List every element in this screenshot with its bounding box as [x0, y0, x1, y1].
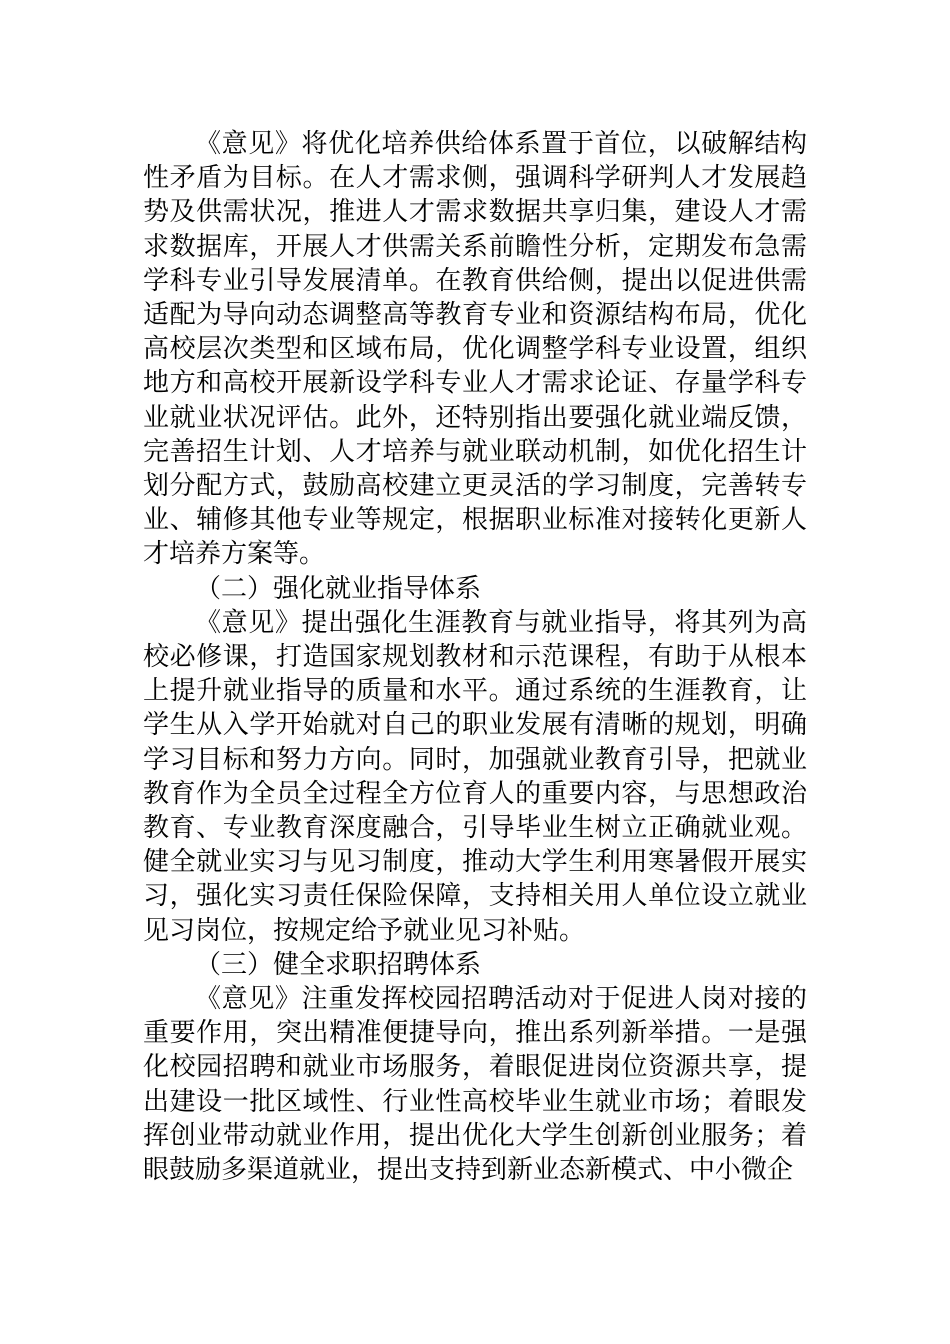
paragraph-optimize-training-supply: 《意见》将优化培养供给体系置于首位，以破解结构性矛盾为目标。在人才需求侧，强调科学研判人才发展趋势及供需状况，推进人才需求数据共享归集，建设人才需求数据库，开展人才供需关系前瞻性分析，定期发布急需学科专业引导发展清单。在教育供给侧，提出以促进供需适配为导向动态调整高等教育专业和资源结构布局，优化高校层次类型和区域布局，优化调整学科专业设置，组织地方和高校开展新设学科专业人才需求论证、存量学科专业就业状况评估。此外，还特别指出要强化就业端反馈，完善招生计划、人才培养与就业联动机制，如优化招生计划分配方式，鼓励高校建立更灵活的学习制度，完善转专业、辅修其他专业等规定，根据职业标准对接转化更新人才培养方案等。 [143, 129, 807, 570]
paragraph-job-recruitment: 《意见》注重发挥校园招聘活动对于促进人岗对接的重要作用，突出精准便捷导向，推出系列新举措。一是强化校园招聘和就业市场服务，着眼促进岗位资源共享，提出建设一批区域性、行业性高校毕业生就业市场；着眼发挥创业带动就业作用，提出优化大学生创新创业服务；着眼鼓励多渠道就业，提出支持到新业态新模式、中小微企 [143, 984, 807, 1186]
document-body [143, 127, 807, 1187]
section-heading-job-recruitment: （三）健全求职招聘体系 [195, 949, 482, 980]
paragraph-employment-guidance: 《意见》提出强化生涯教育与就业指导，将其列为高校必修课，打造国家规划教材和示范课程，有助于从根本上提升就业指导的质量和水平。通过系统的生涯教育，让学生从入学开始就对自己的职业发展有清晰的规划，明确学习目标和努力方向。同时，加强就业教育引导，把就业教育作为全员全过程全方位育人的重要内容，与思想政治教育、专业教育深度融合，引导毕业生树立正确就业观。健全就业实习与见习制度，推动大学生利用寒暑假开展实习，强化实习责任保险保障，支持相关用人单位设立就业见习岗位，按规定给予就业见习补贴。 [143, 607, 807, 946]
section-heading-employment-guidance: （二）强化就业指导体系 [195, 573, 482, 604]
